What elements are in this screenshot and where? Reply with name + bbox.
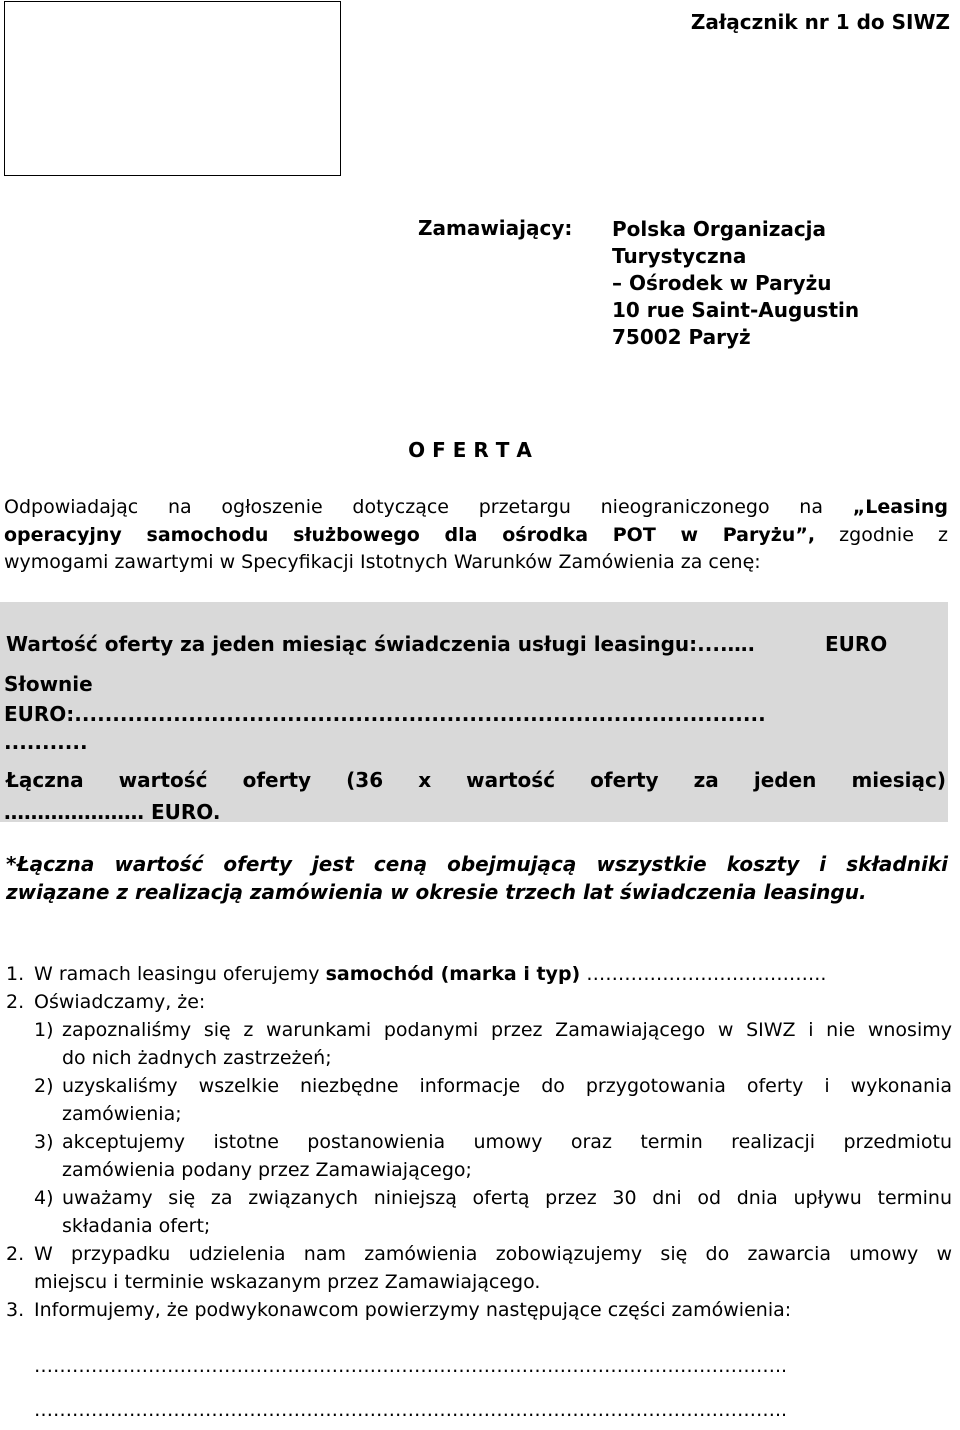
document-title: O F E R T A (408, 438, 532, 462)
words-euro-field: EURO:........................................................................................... (4, 702, 766, 726)
intro-bold: operacyjny samochodu służbowego dla ośrodka POT w Paryżu”, (4, 523, 816, 546)
total-word: wartość (118, 768, 208, 792)
address-line: – Ośrodek w Paryżu (612, 271, 832, 295)
subitem-text (62, 1184, 952, 1240)
words-euro-continuation: ........... (4, 730, 88, 754)
item-number: 2. (6, 1243, 25, 1265)
intro-line (4, 522, 948, 550)
text-line: do nich żadnych zastrzeżeń; (62, 1047, 332, 1069)
total-word: jeden (753, 768, 817, 792)
total-word: (36 (346, 768, 384, 792)
monthly-currency: EURO (825, 632, 888, 656)
text-line: akceptujemy istotne postanowienia umowy oraz termin realizacji przedmiotu (62, 1131, 952, 1153)
item-number: 3. (6, 1299, 25, 1321)
price-note (6, 850, 948, 906)
subitem-number: 1) (34, 1019, 54, 1041)
note-line: związane z realizacją zamówienia w okresie trzech lat świadczenia leasingu. (6, 880, 867, 904)
address-line: Polska Organizacja (612, 217, 827, 241)
zamawiajacy-label: Zamawiający: (418, 216, 573, 240)
subitem-text (62, 1016, 952, 1072)
fill-dots: ……………………………………………………………………………………………………….. (34, 1355, 788, 1377)
intro-text: Odpowiadając na ogłoszenie dotyczące przetargu nieograniczonego na (4, 496, 853, 518)
words-label: Słownie (4, 672, 93, 696)
intro-text: zgodnie z (815, 523, 948, 546)
total-word: oferty (242, 768, 312, 792)
monthly-value-label: Wartość oferty za jeden miesiąc świadczenia usługi leasingu:....…. (6, 632, 756, 656)
address-line: Turystyczna (612, 244, 747, 268)
text-line: uzyskaliśmy wszelkie niezbędne informacje do przygotowania oferty i wykonania (62, 1075, 952, 1097)
subitem-number: 3) (34, 1131, 54, 1153)
total-word: miesiąc) (851, 768, 946, 792)
fill-dots: ……………………………….. (580, 963, 827, 985)
total-word: oferty (590, 768, 659, 792)
intro-paragraph (4, 494, 948, 577)
item-number: 1. (6, 963, 25, 985)
total-value-field: ………………… EURO. (4, 800, 221, 824)
total-word: x (418, 768, 432, 792)
address-line: 75002 Paryż (612, 325, 751, 349)
text-line: zamówienia; (62, 1103, 182, 1125)
item-text (34, 1240, 952, 1296)
total-value-label (6, 768, 946, 792)
subitem-number: 2) (34, 1075, 54, 1097)
declarations-list (6, 960, 952, 1430)
text-line: W przypadku udzielenia nam zamówienia zobowiązujemy się do zawarcia umowy w (34, 1243, 952, 1265)
subitem-number: 4) (34, 1187, 54, 1209)
item-number: 2. (6, 991, 25, 1013)
intro-bold: „Leasing (852, 496, 948, 518)
item-bold: samochód (marka i typ) (325, 963, 581, 985)
item-text: Informujemy, że podwykonawcom powierzymy następujące części zamówienia: (34, 1299, 792, 1321)
item-text: Oświadczamy, że: (34, 991, 206, 1013)
text-line: składania ofert; (62, 1215, 211, 1237)
item-text (34, 960, 952, 988)
subitem-text (62, 1072, 952, 1128)
address-line: 10 rue Saint-Augustin (612, 298, 860, 322)
fill-dots: ……………………………………………………………………………………………………….. (34, 1399, 788, 1421)
text-line: miejscu i terminie wskazanym przez Zamawiającego. (34, 1271, 541, 1293)
total-word: za (693, 768, 719, 792)
item-text-part: W ramach leasingu oferujemy (34, 963, 326, 985)
total-word: Łączna (6, 768, 84, 792)
total-word: wartość (466, 768, 556, 792)
annex-label: Załącznik nr 1 do SIWZ (690, 10, 950, 34)
text-line: uważamy się za związanych niniejszą ofertą przez 30 dni od dnia upływu terminu (62, 1187, 952, 1209)
intro-line: wymogami zawartymi w Specyfikacji Istotnych Warunków Zamówienia za cenę: (4, 551, 761, 573)
note-line: *Łączna wartość oferty jest ceną obejmującą wszystkie koszty i składniki (6, 852, 948, 876)
zamawiajacy-address (612, 216, 859, 351)
intro-line (4, 494, 948, 522)
text-line: zapoznaliśmy się z warunkami podanymi przez Zamawiającego w SIWZ i nie wnosimy (62, 1019, 952, 1041)
subitem-text (62, 1128, 952, 1184)
stamp-box (4, 1, 341, 176)
text-line: zamówienia podany przez Zamawiającego; (62, 1159, 472, 1181)
